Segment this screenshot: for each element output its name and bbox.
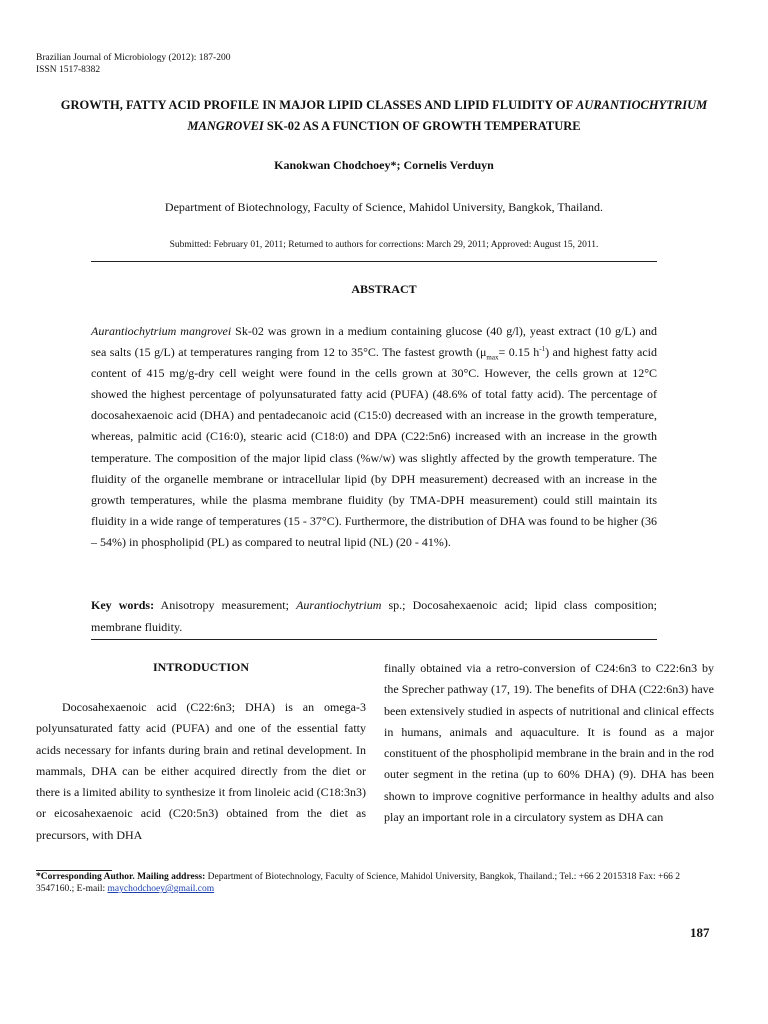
submission-dates: Submitted: February 01, 2011; Returned to authors for corrections: March 29, 2011; Approved: August 15, 2011.: [169, 240, 599, 250]
keywords-text-1: Anisotropy measurement;: [154, 598, 297, 612]
abstract-heading: ABSTRACT: [351, 282, 417, 296]
page-number: 187: [690, 925, 710, 940]
title-italic2: MANGROVEI: [187, 119, 264, 133]
intro-left-column: Docosahexaenoic acid (C22:6n3; DHA) is an omega-3 polyunsaturated fatty acid (PUFA) and one of the essential fatty acids necessary for infants during brain and retinal development. In mammals, DHA can be either acquired directly from the diet or there is a limited ability to synthesize it from linoleic acid (C18:3n3) or eicosahexaenoic acid (C20:5n3) obtained from the diet as precursors, with DHA: [36, 700, 366, 842]
introduction-heading: INTRODUCTION: [152, 660, 249, 674]
footnote-text: Department of Biotechnology, Faculty of Science, Mahidol University, Bangkok, Thailand.; Tel.: +66 2 2015318 Fax: +66 2 3547160.; E-mail:: [36, 872, 680, 894]
title-part1: GROWTH, FATTY ACID PROFILE IN MAJOR LIPID CLASSES AND LIPID FLUIDITY OF: [60, 98, 576, 112]
keywords-italic: Aurantiochytrium: [296, 598, 382, 612]
paper-title: [30, 95, 738, 137]
keywords-label: Key words:: [91, 598, 155, 612]
mu-subscript: max: [486, 353, 499, 362]
abstract-text-1: Sk-02 was grown in a medium containing glucose (40 g/l), yeast extract (10 g/L) and sea salts (15 g/L) at temperatures ranging from 12 to 35°C. The fastest growth (μ: [91, 324, 658, 360]
h-superscript: -1: [539, 345, 546, 354]
title-italic1: AURANTIOCHYTRIUM: [575, 98, 708, 112]
abstract-text-3: ) and highest fatty acid content of 415 mg/g-dry cell weight were found in the cells grown at 30°C. However, the cells grown at 12°C showed the highest percentage of polyunsaturated fatty acid (PUFA) (48.6% of total fatty acid). The percentage of docosahexaenoic acid (DHA) and pentadecanoic acid (C15:0) decreased with an increase in the growth temperature, whereas, palmitic acid (C16:0), stearic acid (C18:0) and DPA (C22:5n6) increased with an increase in the growth temperature. The composition of the major lipid class (%w/w) was slightly affected by the growth temperature. The fluidity of the organelle membrane or intracellular lipid (by DPH measurement) decreased with an increase in the growth temperatures, while the plasma membrane fluidity (by TMA-DPH measurement) could still maintain its fluidity in a wide range of temperatures (15 - 37°C). Furthermore, the distribution of DHA was found to be higher (36 – 54%) in phospholipid (PL) as compared to neutral lipid (NL) (20 - 41%).: [91, 345, 658, 549]
divider-top: [91, 261, 657, 262]
divider-bottom: [91, 639, 657, 640]
abstract-species: Aurantiochytrium mangrovei: [91, 324, 232, 338]
email-link[interactable]: maychodchoey@gmail.com: [107, 884, 215, 894]
authors: Kanokwan Chodchoey*; Cornelis Verduyn: [274, 158, 494, 172]
journal-citation: Brazilian Journal of Microbiology (2012): 187-200: [36, 53, 231, 63]
keywords-text-2: sp.; Docosahexaenoic acid; lipid class composition; membrane fluidity.: [91, 598, 657, 634]
intro-right-column: finally obtained via a retro-conversion of C24:6n3 to C22:6n3 by the Sprecher pathway (17, 19). The benefits of DHA (C22:6n3) have been extensively studied in aspects of nutritional and clinical effects in humans, animals and aquaculture. It is found as a major constituent of the phospholipid membrane in the brain and in the rod outer segment in the retina (up to 60% DHA) (9). DHA has been shown to improve cognitive performance in healthy adults and also play an important role in a circulatory system as DHA can: [384, 661, 714, 825]
journal-header: [36, 52, 230, 76]
keywords: [91, 595, 657, 638]
journal-issn: ISSN 1517-8382: [36, 65, 101, 75]
affiliation: Department of Biotechnology, Faculty of Science, Mahidol University, Bangkok, Thailand.: [164, 200, 604, 214]
title-part2: SK-02 AS A FUNCTION OF GROWTH TEMPERATURE: [263, 119, 581, 133]
abstract-text-2: = 0.15 h: [498, 345, 540, 360]
footnote: [36, 871, 716, 895]
footnote-label: *Corresponding Author. Mailing address:: [36, 872, 206, 882]
abstract-body: [91, 321, 657, 553]
